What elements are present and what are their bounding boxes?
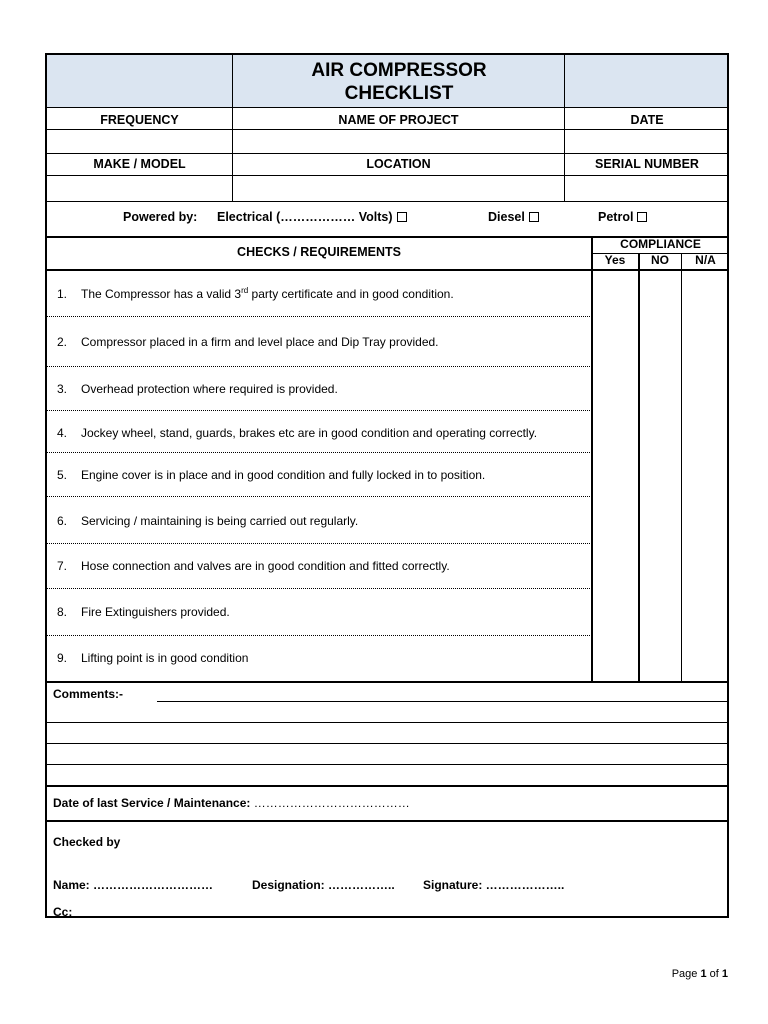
- no-column-header: NO: [651, 253, 669, 267]
- frequency-label: FREQUENCY: [100, 113, 179, 127]
- item-text: Fire Extinguishers provided.: [81, 605, 230, 619]
- electrical-checkbox[interactable]: [397, 212, 407, 222]
- item-separator: [47, 452, 590, 453]
- page-number: [672, 968, 728, 980]
- column-divider: [638, 253, 640, 681]
- divider: [47, 201, 727, 202]
- make-model-label: MAKE / MODEL: [93, 157, 186, 171]
- compliance-header: COMPLIANCE: [620, 237, 701, 251]
- divider: [47, 764, 727, 765]
- column-divider: [681, 253, 682, 681]
- item-text: Compressor placed in a firm and level place and Dip Tray provided.: [81, 335, 439, 349]
- petrol-option: [598, 210, 647, 224]
- divider: [47, 722, 727, 723]
- petrol-label: Petrol: [598, 210, 634, 224]
- yes-column-header: Yes: [604, 253, 626, 267]
- column-divider: [591, 236, 593, 681]
- check-item-4: [57, 426, 537, 440]
- divider: [47, 269, 727, 271]
- na-column-header: N/A: [695, 253, 716, 267]
- checks-header: CHECKS / REQUIREMENTS: [237, 245, 401, 259]
- item-number: 6.: [57, 514, 68, 528]
- item-number: 3.: [57, 382, 68, 396]
- item-text: Engine cover is in place and in good condition and fully locked in to position.: [81, 468, 486, 482]
- signature-field[interactable]: Signature: ………………..: [423, 878, 565, 892]
- electrical-label: Electrical (……………… Volts): [217, 210, 393, 224]
- project-name-label: NAME OF PROJECT: [338, 113, 459, 127]
- comments-line: [157, 701, 729, 702]
- item-number: 1.: [57, 287, 68, 301]
- check-item-1: [57, 286, 454, 301]
- check-item-6: [57, 514, 358, 528]
- name-field[interactable]: Name: …………………………: [53, 878, 214, 892]
- item-separator: [47, 543, 590, 544]
- item-separator: [47, 635, 590, 636]
- item-text: Overhead protection where required is provided.: [81, 382, 338, 396]
- item-text: The Compressor has a valid 3: [81, 287, 242, 301]
- divider: [47, 743, 727, 744]
- location-label: LOCATION: [366, 157, 431, 171]
- service-date-label: Date of last Service / Maintenance:: [53, 796, 251, 810]
- item-separator: [47, 588, 590, 589]
- column-divider: [232, 55, 233, 201]
- item-text: Lifting point is in good condition: [81, 651, 249, 665]
- divider: [47, 681, 727, 683]
- page-total: 1: [721, 968, 728, 980]
- diesel-checkbox[interactable]: [529, 212, 539, 222]
- title-line-1: AIR COMPRESSOR: [311, 60, 487, 81]
- divider: [47, 820, 727, 822]
- service-date-row: [53, 796, 410, 810]
- powered-by-label: Powered by:: [123, 210, 198, 224]
- item-separator: [47, 496, 590, 497]
- cc-label: Cc:: [53, 905, 73, 919]
- page-prefix: Page: [671, 968, 701, 980]
- check-item-7: [57, 559, 450, 573]
- date-label: DATE: [630, 113, 664, 127]
- divider: [47, 175, 727, 176]
- item-separator: [47, 316, 590, 317]
- column-divider: [564, 55, 565, 201]
- check-item-3: [57, 382, 338, 396]
- divider: [47, 129, 727, 130]
- item-number: 7.: [57, 559, 68, 573]
- designation-field[interactable]: Designation: ……………..: [252, 878, 395, 892]
- form-title: [233, 59, 565, 105]
- item-text: Jockey wheel, stand, guards, brakes etc are in good condition and operating correctly.: [81, 426, 538, 440]
- item-number: 2.: [57, 335, 68, 349]
- page-current: 1: [700, 968, 707, 980]
- divider: [47, 107, 727, 108]
- item-number: 5.: [57, 468, 68, 482]
- comments-label: Comments:-: [53, 687, 124, 701]
- item-text: Hose connection and valves are in good condition and fitted correctly.: [81, 559, 450, 573]
- item-number: 8.: [57, 605, 68, 619]
- divider: [47, 153, 727, 154]
- check-item-9: [57, 651, 248, 665]
- title-line-2: CHECKLIST: [344, 83, 454, 104]
- check-item-5: [57, 468, 485, 482]
- checklist-form: [45, 53, 729, 918]
- divider: [47, 785, 727, 787]
- petrol-checkbox[interactable]: [637, 212, 647, 222]
- item-separator: [47, 410, 590, 411]
- item-number: 9.: [57, 651, 68, 665]
- page-of: of: [706, 968, 722, 980]
- checked-by-label: Checked by: [53, 835, 121, 849]
- service-date-field[interactable]: …………………………………: [253, 796, 410, 810]
- diesel-option: [488, 210, 539, 224]
- item-text: party certificate and in good condition.: [248, 287, 454, 301]
- item-number: 4.: [57, 426, 68, 440]
- item-text: Servicing / maintaining is being carried out regularly.: [81, 514, 359, 528]
- item-superscript: rd: [241, 286, 249, 295]
- diesel-label: Diesel: [488, 210, 525, 224]
- item-separator: [47, 366, 590, 367]
- check-item-8: [57, 605, 230, 619]
- serial-number-label: SERIAL NUMBER: [595, 157, 699, 171]
- check-item-2: [57, 335, 439, 349]
- electrical-option: [217, 210, 407, 224]
